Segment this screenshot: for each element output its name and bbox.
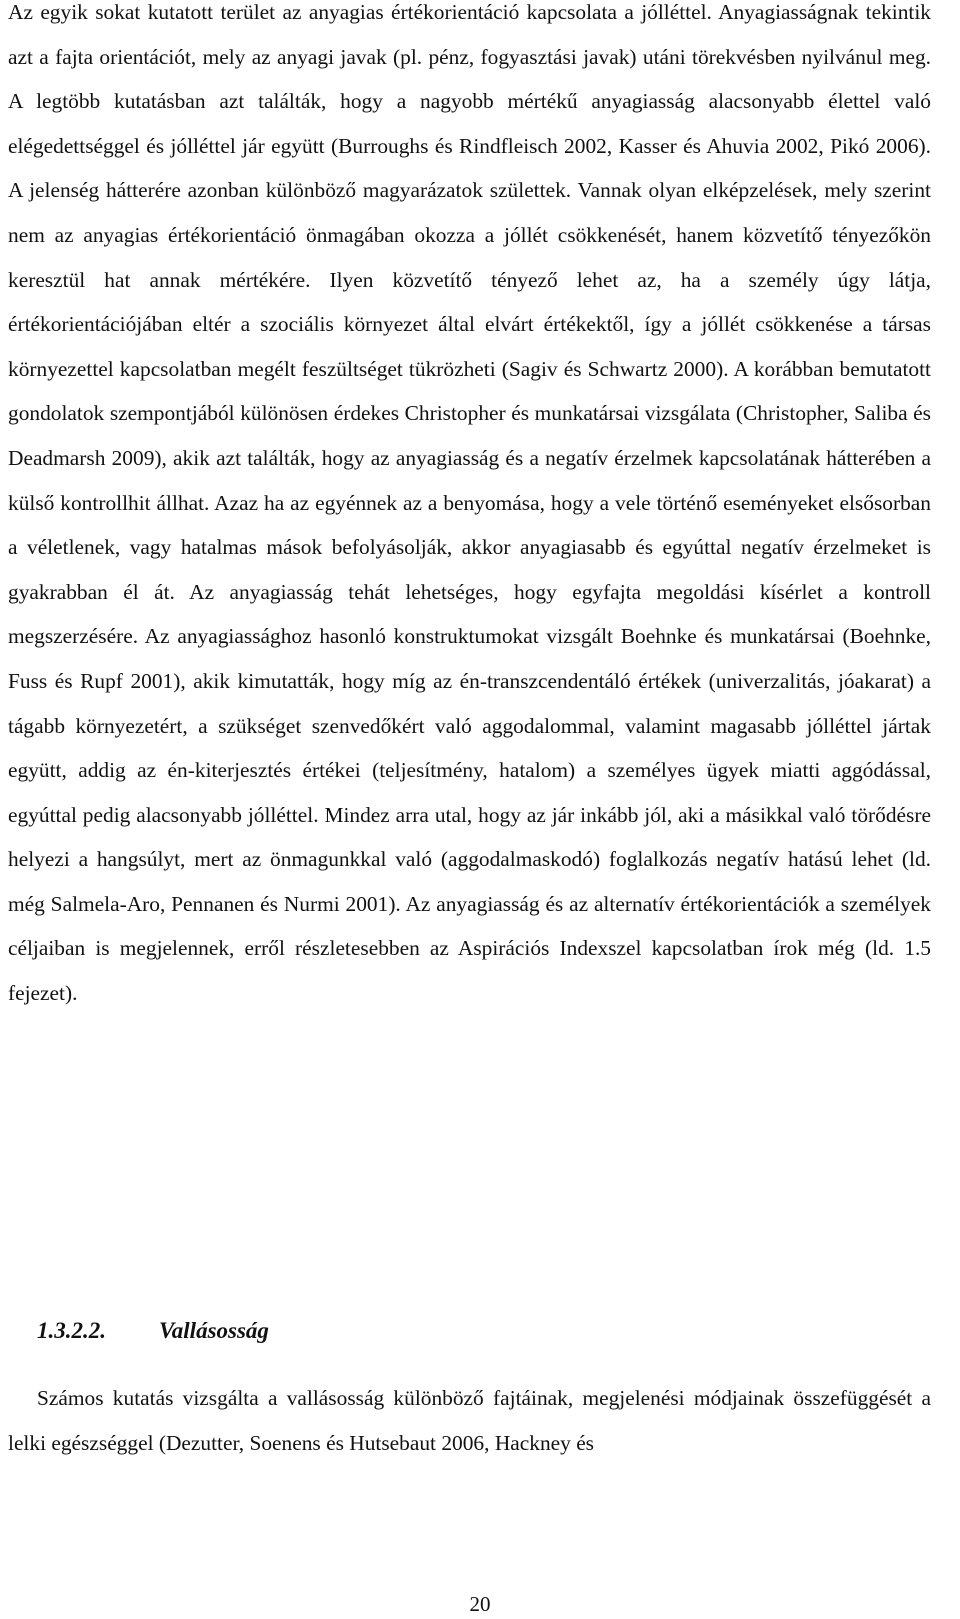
body-paragraph-materialism: Az egyik sokat kutatott terület az anyagias értékorientáció kapcsolata a jólléttel. Anyagiasságnak tekintik azt a fajta orientációt, mely az anyagi javak (pl. pénz, fogyasztási javak) utáni törekvésben nyilvánul meg. A legtöbb kutatásban azt találták, hogy a nagyobb mértékű anyagiasság alacsonyabb élettel való elégedettséggel és jólléttel jár együtt (Burroughs és Rindfleisch 2002, Kasser és Ahuvia 2002, Pikó 2006). A jelenség hátterére azonban különböző magyarázatok születtek. Vannak olyan elképzelések, mely szerint nem az anyagias értékorientáció önmagában okozza a jóllét csökkenését, hanem közvetítő tényezőkön keresztül hat annak mértékére. Ilyen közvetítő tényező lehet az, ha a személy úgy látja, értékorientációjában eltér a szociális környezet által elvárt értékektől, így a jóllét csökkenése a társas környezettel kapcsolatban megélt feszültséget tükrözheti (Sagiv és Schwartz 2000). A korábban bemutatott gondolatok szempontjából különösen érdekes Christopher és munkatársai vizsgálata (Christopher, Saliba és Deadmarsh 2009), akik azt találták, hogy az anyagiasság és a negatív érzelmek kapcsolatának hátterében a külső kontrollhit állhat. Azaz ha az egyénnek az a benyomása, hogy a vele történő eseményeket elsősorban a véletlenek, vagy hatalmas mások befolyásolják, akkor anyagiasabb és egyúttal negatív érzelmeket is gyakrabban él át. Az anyagiasság tehát lehetséges, hogy egyfajta megoldási kísérlet a kontroll megszerzésére. Az anyagiassághoz hasonló konstruktumokat vizsgált Boehnke és munkatársai (Boehnke, Fuss és Rupf 2001), akik kimutatták, hogy míg az én-transzcendentáló értékek (univerzalitás, jóakarat) a tágabb környezetért, a szükséget szenvedőkért való aggodalommal, valamint magasabb jólléttel jártak együtt, addig az én-kiterjesztés értékei (teljesítmény, hatalom) a személyes ügyek miatti aggódással, egyúttal pedig alacsonyabb jólléttel. Mindez arra utal, hogy az jár inkább jól, aki a másikkal való törődésre helyezi a hangsúlyt, mert az önmagunkkal való (aggodalmaskodó) foglalkozás negatív hatású lehet (ld. még Salmela-Aro, Pennanen és Nurmi 2001). Az anyagiasság és az alternatív értékorientációk a személyek céljaiban is megjelennek, erről részletesebben az Aspirációs Indexszel kapcsolatban írok még (ld. 1.5 fejezet). (8, 0, 931, 1006)
section-heading (37, 1318, 269, 1344)
page-number: 20 (469, 1592, 491, 1616)
body-paragraph-religiosity: Számos kutatás vizsgálta a vallásosság különböző fajtáinak, megjelenési módjainak összefüggését a lelki egészséggel (Dezutter, Soenens és Hutsebaut 2006, Hackney és (8, 1386, 931, 1455)
document-page (8, 0, 931, 1619)
section-number: 1.3.2.2. (37, 1318, 106, 1343)
section-title: Vallásosság (159, 1318, 269, 1343)
